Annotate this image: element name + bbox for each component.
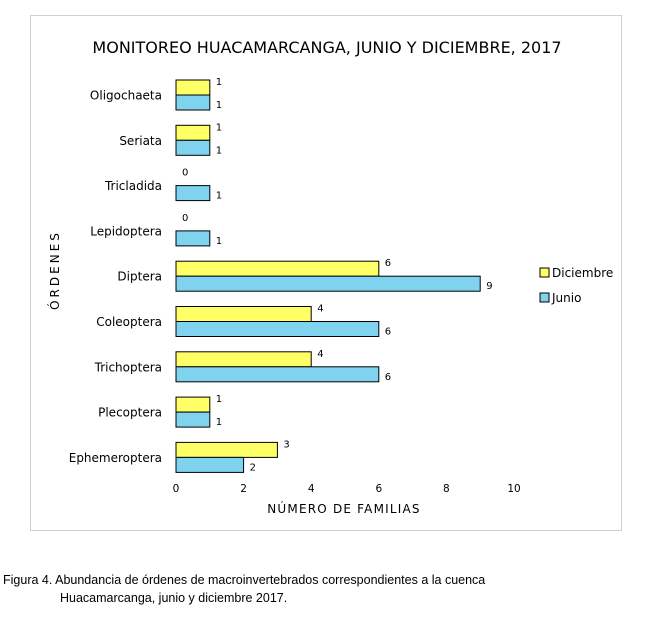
data-label-junio: 1 [215, 100, 223, 111]
x-tick-label: 0 [172, 483, 180, 495]
category-label: Plecoptera [98, 405, 162, 420]
legend-label-junio: Junio [552, 291, 582, 305]
x-tick-label: 8 [443, 483, 450, 495]
data-label-diciembre: 0 [182, 167, 189, 179]
legend-label-diciembre: Diciembre [552, 266, 614, 280]
data-label-junio: 6 [384, 326, 392, 338]
data-label-junio: 1 [215, 145, 223, 157]
bar-junio [176, 412, 210, 427]
data-label-diciembre: 6 [384, 258, 392, 270]
data-label-diciembre: 3 [283, 439, 290, 451]
data-label-junio: 1 [215, 235, 223, 247]
category-label: Seriata [119, 133, 162, 148]
data-label-diciembre: 4 [317, 348, 324, 360]
bar-junio [176, 231, 210, 246]
bar-diciembre [176, 352, 311, 367]
data-label-diciembre: 0 [182, 212, 189, 224]
bar-diciembre [176, 261, 379, 276]
bar-diciembre [176, 307, 311, 322]
x-tick-label: 6 [375, 483, 383, 495]
data-label-diciembre: 1 [215, 394, 223, 406]
bar-junio [176, 140, 210, 155]
data-label-junio: 6 [384, 371, 392, 383]
data-label-junio: 9 [486, 281, 493, 293]
data-label-junio: 2 [249, 462, 256, 474]
bar-junio [176, 186, 210, 201]
bar-chart [31, 16, 623, 532]
chart-title: MONITOREO HUACAMARCANGA, JUNIO Y DICIEMBRE, 2017 [92, 38, 562, 57]
category-label: Diptera [117, 269, 162, 284]
bar-diciembre [176, 442, 277, 457]
chart-frame [30, 15, 622, 531]
caption-line-2: Huacamarcanga, junio y diciembre 2017. [60, 591, 288, 605]
data-label-diciembre: 1 [215, 122, 223, 134]
x-tick-label: 10 [507, 483, 521, 495]
data-label-junio: 1 [215, 190, 223, 202]
figure-caption [3, 571, 633, 607]
category-label: Ephemeroptera [68, 450, 162, 465]
bar-diciembre [176, 80, 210, 95]
bar-diciembre [176, 397, 210, 412]
data-label-diciembre: 1 [215, 77, 223, 88]
x-tick-label: 4 [307, 483, 315, 495]
bar-junio [176, 367, 379, 382]
bar-diciembre [176, 125, 210, 140]
bar-junio [176, 276, 480, 291]
x-axis-label: NÚMERO DE FAMILIAS [267, 502, 421, 516]
legend-swatch-junio [540, 293, 549, 302]
category-label: Tricladida [104, 179, 162, 194]
legend-swatch-diciembre [540, 268, 549, 277]
category-label: Oligochaeta [89, 88, 162, 103]
data-label-junio: 1 [215, 417, 223, 429]
bar-junio [176, 457, 244, 472]
category-label: Coleoptera [96, 315, 162, 329]
data-label-diciembre: 4 [317, 303, 324, 315]
x-tick-label: 2 [240, 483, 247, 495]
bar-junio [176, 95, 210, 110]
category-label: Trichoptera [94, 360, 162, 375]
caption-line-1: Figura 4. Abundancia de órdenes de macroinvertebrados correspondientes a la cuenca [3, 573, 486, 587]
category-label: Lepidoptera [90, 224, 162, 239]
y-axis-label: ÓRDENES [48, 230, 62, 310]
bar-junio [176, 322, 379, 337]
